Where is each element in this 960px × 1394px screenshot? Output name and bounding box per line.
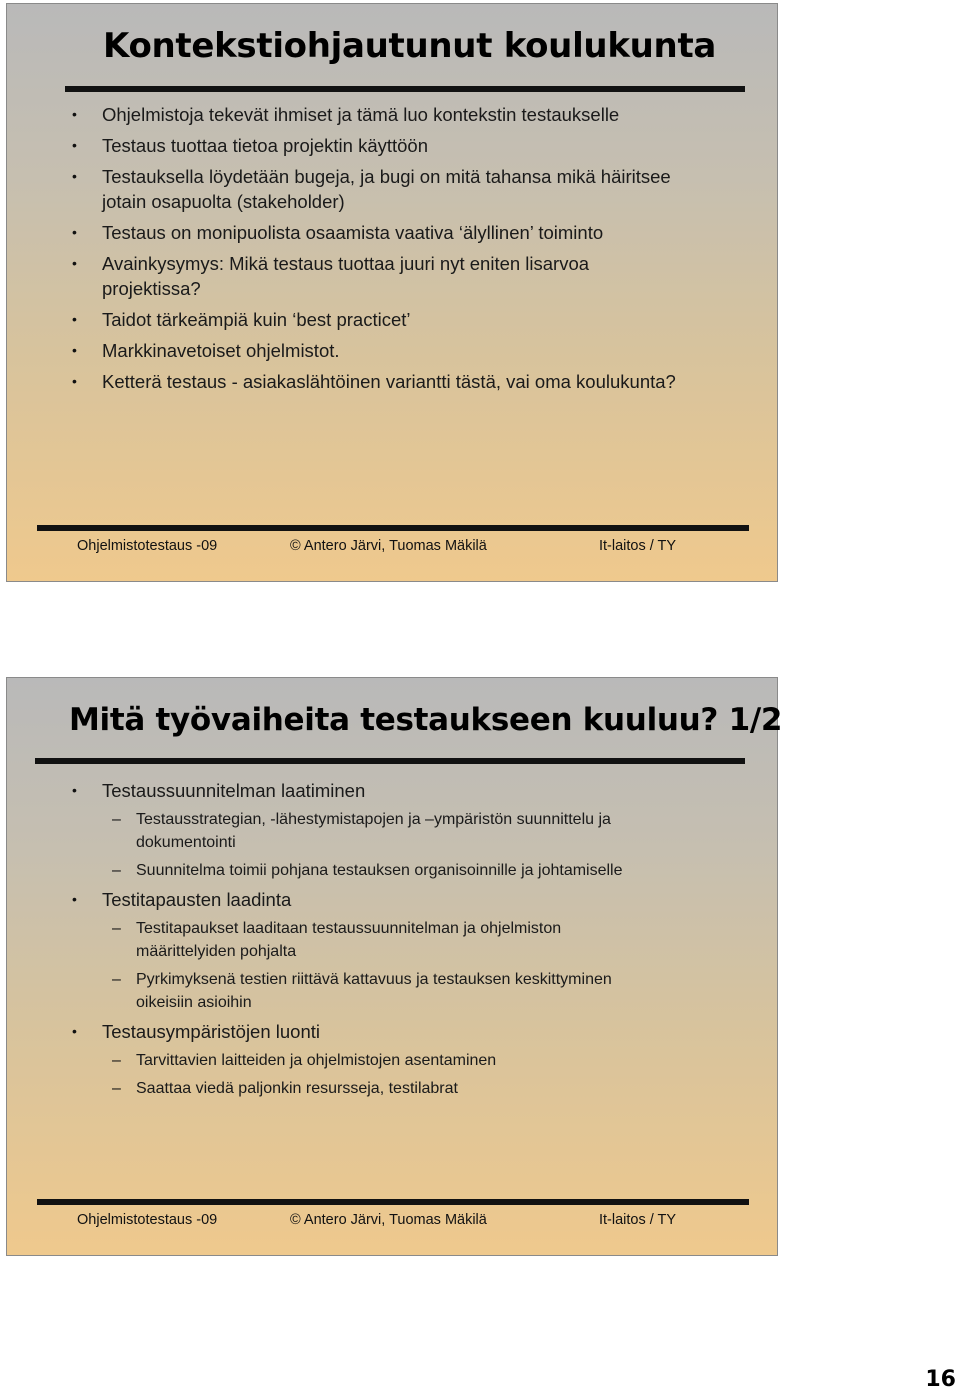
bullet-list bbox=[72, 778, 762, 1105]
sub-bullet-item: – Testausstrategian, -lähestymistapojen ja –ympäristön suunnittelu ja dokumentointi bbox=[72, 808, 762, 854]
bullet-item: • Markkinavetoiset ohjelmistot. bbox=[72, 338, 762, 363]
bullet-item: • Avainkysymys: Mikä testaus tuottaa juuri nyt eniten lisarvoa projektissa? bbox=[72, 251, 762, 301]
sub-bullet-item: – Pyrkimyksenä testien riittävä kattavuus ja testauksen keskittyminen oikeisiin asioihin bbox=[72, 968, 762, 1014]
bullet-item: • Taidot tärkeämpiä kuin ‘best practicet’ bbox=[72, 307, 762, 332]
title-divider bbox=[65, 86, 745, 92]
slide-title: Mitä työvaiheita testaukseen kuuluu? 1/2 bbox=[69, 702, 783, 738]
bullet-item: • Testitapausten laadinta bbox=[72, 887, 762, 912]
sub-bullet-item: – Saattaa viedä paljonkin resursseja, testilabrat bbox=[72, 1077, 762, 1100]
slide-title: Kontekstiohjautunut koulukunta bbox=[103, 26, 717, 66]
footer-divider bbox=[37, 525, 749, 531]
bullet-item: • Ketterä testaus - asiakaslähtöinen variantti tästä, vai oma koulukunta? bbox=[72, 369, 762, 394]
bullet-item: • Testaus on monipuolista osaamista vaativa ‘älyllinen’ toiminto bbox=[72, 220, 762, 245]
footer-course: Ohjelmistotestaus -09 bbox=[77, 538, 218, 554]
bullet-item: • Testausympäristöjen luonti bbox=[72, 1019, 762, 1044]
footer-divider bbox=[37, 1199, 749, 1205]
bullet-list bbox=[72, 102, 762, 400]
footer-authors: © Antero Järvi, Tuomas Mäkilä bbox=[290, 538, 487, 554]
sub-bullet-item: – Testitapaukset laaditaan testaussuunnitelman ja ohjelmiston määrittelyiden pohjalta bbox=[72, 917, 762, 963]
bullet-item: • Ohjelmistoja tekevät ihmiset ja tämä luo kontekstin testaukselle bbox=[72, 102, 762, 127]
bullet-item: • Testaus tuottaa tietoa projektin käyttöön bbox=[72, 133, 762, 158]
sub-bullet-item: – Suunnitelma toimii pohjana testauksen organisoinnille ja johtamiselle bbox=[72, 859, 762, 882]
footer-authors: © Antero Järvi, Tuomas Mäkilä bbox=[290, 1212, 487, 1228]
footer-department: It-laitos / TY bbox=[599, 1212, 677, 1228]
bullet-item: • Testauksella löydetään bugeja, ja bugi on mitä tahansa mikä häiritsee jotain osapuolta (stakeholder) bbox=[72, 164, 762, 214]
sub-bullet-item: – Tarvittavien laitteiden ja ohjelmistojen asentaminen bbox=[72, 1049, 762, 1072]
page-number: 16 bbox=[925, 1367, 956, 1392]
bullet-item: • Testaussuunnitelman laatiminen bbox=[72, 778, 762, 803]
slide-2 bbox=[6, 677, 783, 1256]
slide-1 bbox=[6, 3, 778, 582]
title-divider bbox=[35, 758, 745, 764]
footer-department: It-laitos / TY bbox=[599, 538, 677, 554]
footer-course: Ohjelmistotestaus -09 bbox=[77, 1212, 218, 1228]
